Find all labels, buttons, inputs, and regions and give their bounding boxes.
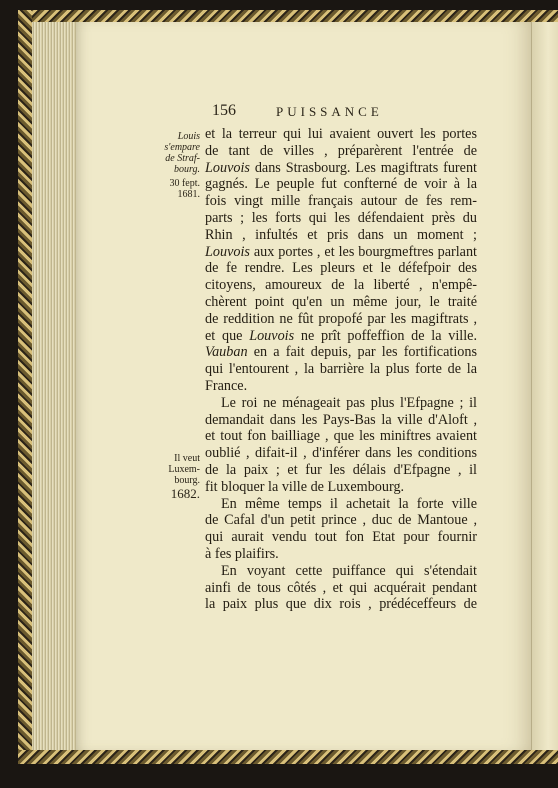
page-number: 156 [212,102,236,119]
text-line: chèrent point qu'en un même jour, le traité [205,293,477,310]
text-line: Rhin , infultés et pris dans un moment ; [205,226,477,243]
text-line: de la paix ; et fur les délais d'Efpagne , il [205,461,477,478]
facing-page-edge [531,22,558,750]
text-line: En même temps il achetait la forte ville [221,495,477,512]
text-line: de tant de villes , préparèrent l'entrée de [205,142,477,159]
margin-note-luxembourg: Il veut Luxem-bourg. [168,453,200,486]
page-edges [32,22,77,750]
text-line: Le roi ne ménageait pas plus l'Efpagne ; il [221,394,477,411]
book-binding-left [18,10,32,764]
text-line: de Cafal d'un petit prince , duc de Mantoue , [205,512,477,529]
margin-note-date-1682: 1682. [170,486,200,501]
text-line: et que Louvois ne prît poffeffion de la ville. [205,327,477,344]
margin-note-date-1681: 30 fept. 1681. [169,178,200,200]
text-line: de reddition ne fût propofé par les magiftrats , [205,310,477,327]
text-line: Vauban en a fait depuis, par les fortifications [205,344,477,361]
text-line: et tout fon bailliage , que les miniftres avaient [205,428,477,445]
body-text [205,126,477,613]
text-line: ainfi de tous côtés , et qui acquérait pendant [205,579,477,596]
text-line: la paix plus que dix rois , prédéceffeurs de [205,596,477,613]
italic-name: Louvois [249,327,295,344]
text-line: gagnés. Le peuple fut confterné de voir à la [205,176,477,193]
text-line: fit bloquer la ville de Luxembourg. [205,478,405,495]
italic-name: Vauban [205,344,248,361]
text-line: fois vingt mille français autour de fes rem- [205,193,477,210]
italic-name: Louvois [205,243,250,260]
page-header [0,102,558,122]
text-line: oublié , difait-il , d'inférer dans les conditions [205,445,477,462]
running-head: PUISSANCE [276,104,383,119]
margin-note-strasbourg: Louis s'empare de Straf-bourg. [164,131,200,175]
italic-name: Louvois [205,159,250,176]
text-line: citoyens, amoureux de la liberté , n'empê- [205,277,477,294]
text-line: demandait dans les Pays-Bas la ville d'Aloft , [205,411,477,428]
text-line: à fes plaifirs. [205,545,279,562]
text-line: Louvois aux portes , et les bourgmeftres parlant [205,243,477,260]
text-line: de fe rendre. Les pleurs et le défefpoir des [205,260,477,277]
text-line: qui l'entourent , la barrière la plus forte de la [205,361,477,378]
text-line: En voyant cette puiffance qui s'étendait [221,562,477,579]
text-line: parts ; les forts qui les défendaient près du [205,209,477,226]
text-line: qui aurait vendu tout fon Etat pour fournir [205,529,477,546]
book-binding-top [18,10,558,22]
text-line: France. [205,377,248,394]
book-binding-bottom [18,750,558,764]
text-line: Louvois dans Strasbourg. Les magiftrats furent [205,159,477,176]
text-line: et la terreur qui lui avaient ouvert les portes [205,126,477,142]
